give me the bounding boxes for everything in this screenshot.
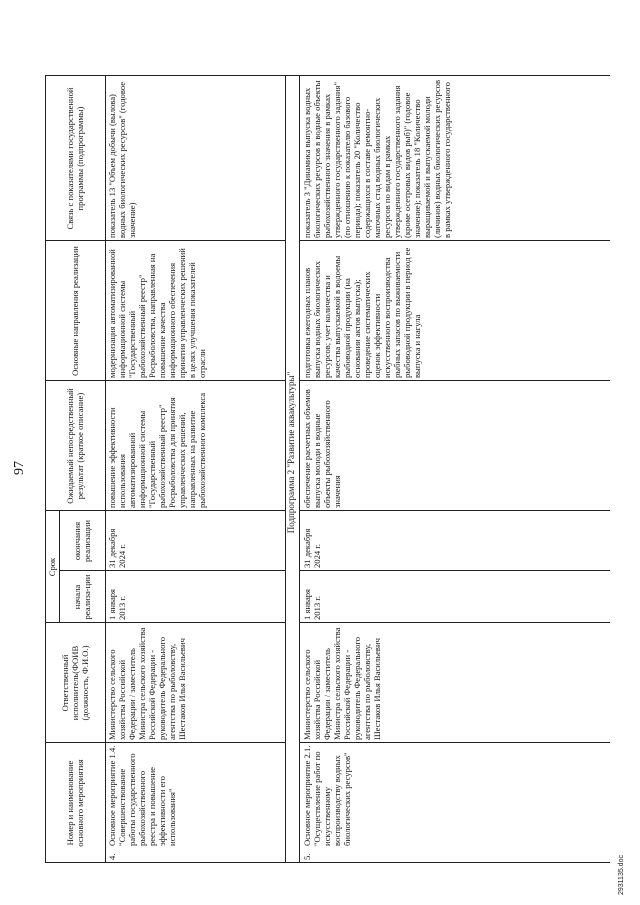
table-line-v5 bbox=[45, 380, 285, 381]
header-col-end: окончания реализации bbox=[72, 519, 92, 562]
table-line-row1-bottom bbox=[285, 76, 286, 863]
header-col-link: Связь с показателями государственной программы (подпрограммы) bbox=[65, 85, 85, 230]
row1-directions: модернизация автоматизированной информационной системы "Государственный рыбохозяйственный реестр" Росрыболовства, направленная на повышение качества информационного обеспечения принятия управленческих решений в целях улучшения показателей отрасли bbox=[107, 245, 207, 378]
row2-directions: подготовка ежегодных планов выпуска водных биологических ресурсов; учет количества и качества выпускаемой в водоемы рыбоводной продукции (на основании актов выпуска); проведение систематических оценок эффективности искусственного воспроизводства рыбных запасов по выживаемости рыбоводной продукции в период ее выпуска и нагула bbox=[302, 245, 422, 378]
table-line-top bbox=[45, 76, 46, 863]
row1-result: повышение эффективности использования автоматизированной информационной системы "Государственный рыбохозяйственный реестр" Росрыболовства для принятия управленческих решений, направленных на развитие рыбохозяйственного комплекса bbox=[107, 392, 207, 508]
subprogram-heading: Подпрограмма 2 "Развитие аквакультуры" bbox=[286, 371, 296, 534]
row2-start: 1 января 2013 г. bbox=[302, 586, 322, 620]
row2-end: 31 декабря 2024 г. bbox=[302, 526, 322, 568]
table-line-v0 bbox=[45, 862, 610, 863]
header-col-srok: Срок bbox=[47, 557, 57, 577]
row1-name: Основное мероприятие 1.4. "Совершенствование работы государственного рыбохозяйственного реестра и повышение эффективности его использования" bbox=[107, 743, 177, 846]
table-line-v1b bbox=[299, 742, 610, 743]
row2-name: Основное мероприятие 2.1. "Осуществление работ по искусственному воспроизводству водных биологических ресурсов" bbox=[302, 743, 352, 846]
table-line-v3 bbox=[59, 570, 285, 571]
table-line-subprogram-bottom bbox=[299, 76, 300, 863]
row2-number: 5. bbox=[302, 853, 312, 860]
row2-executor: Министерство сельского хозяйства Российской Федерации / заместитель Министра сельского хозяйства Российской Федерации - руководитель Федерального агентства по рыболовству, Шестаков Илья Васильевич bbox=[302, 625, 382, 740]
header-col-executor: Ответственный исполнитель(ФОИВ (должность, Ф.И.О.) bbox=[60, 643, 90, 721]
table-line-v1 bbox=[45, 742, 285, 743]
table-line-v4b bbox=[299, 510, 610, 511]
table-line-v6b bbox=[299, 240, 610, 241]
table-line-v4 bbox=[45, 510, 285, 511]
table-line-v3b bbox=[299, 570, 610, 571]
table-line-v5b bbox=[299, 380, 610, 381]
table-line-v6 bbox=[45, 240, 285, 241]
header-col-start: начала реализа-ции bbox=[72, 574, 92, 620]
row1-number: 4. bbox=[107, 853, 117, 860]
table-line-v2b bbox=[299, 622, 610, 623]
page-number: 97 bbox=[12, 461, 27, 475]
row2-result: обеспечение расчетных объемов выпуска молоди в водные объекты рыбохозяйственного значения bbox=[302, 386, 342, 508]
row1-end: 31 декабря 2024 г. bbox=[107, 526, 127, 568]
header-col-result: Ожидаемый непосредственный результат (краткое описание) bbox=[65, 386, 85, 504]
document-id: 2931135.doc bbox=[618, 855, 625, 895]
table-line-srok-sub bbox=[59, 511, 60, 623]
table-line-v2 bbox=[45, 622, 285, 623]
header-col-directions: Основные направления реализации bbox=[70, 246, 80, 376]
header-col-number-name: Номер и наименование основного мероприятия bbox=[65, 758, 85, 847]
row1-link: показатель 13 "Объем добычи (вылова) водных биологических ресурсов" (годовое значение) bbox=[107, 79, 137, 238]
table-line-v7 bbox=[45, 75, 610, 76]
table-line-header-bottom bbox=[105, 76, 106, 863]
row1-start: 1 января 2013 г. bbox=[107, 586, 127, 620]
row1-executor: Министерство сельского хозяйства Российской Федерации / заместитель Министра сельского хозяйства Российской Федерации - руководитель Федерального агентства по рыболовству, Шестаков Илья Васильевич bbox=[107, 625, 187, 740]
row2-link: показатель 3 "Динамика выпуска водных биологических ресурсов в водные объекты рыбохозяйственного значения в рамках утвержденного государственного задания" (по отношению к показателю базового периода); показатель 20 "Количество содержащихся в составе ремонтно-маточных стад водных биологических ресурсов по видам в рамках утвержденного государственного задания (кроме осетровых видов рыб)" (годовое значение); показатель 18 "Количество выращиваемой и выпускаемой молоди (личинок) водных биологических ресурсов в рамках утвержденного государственного bbox=[302, 77, 452, 238]
